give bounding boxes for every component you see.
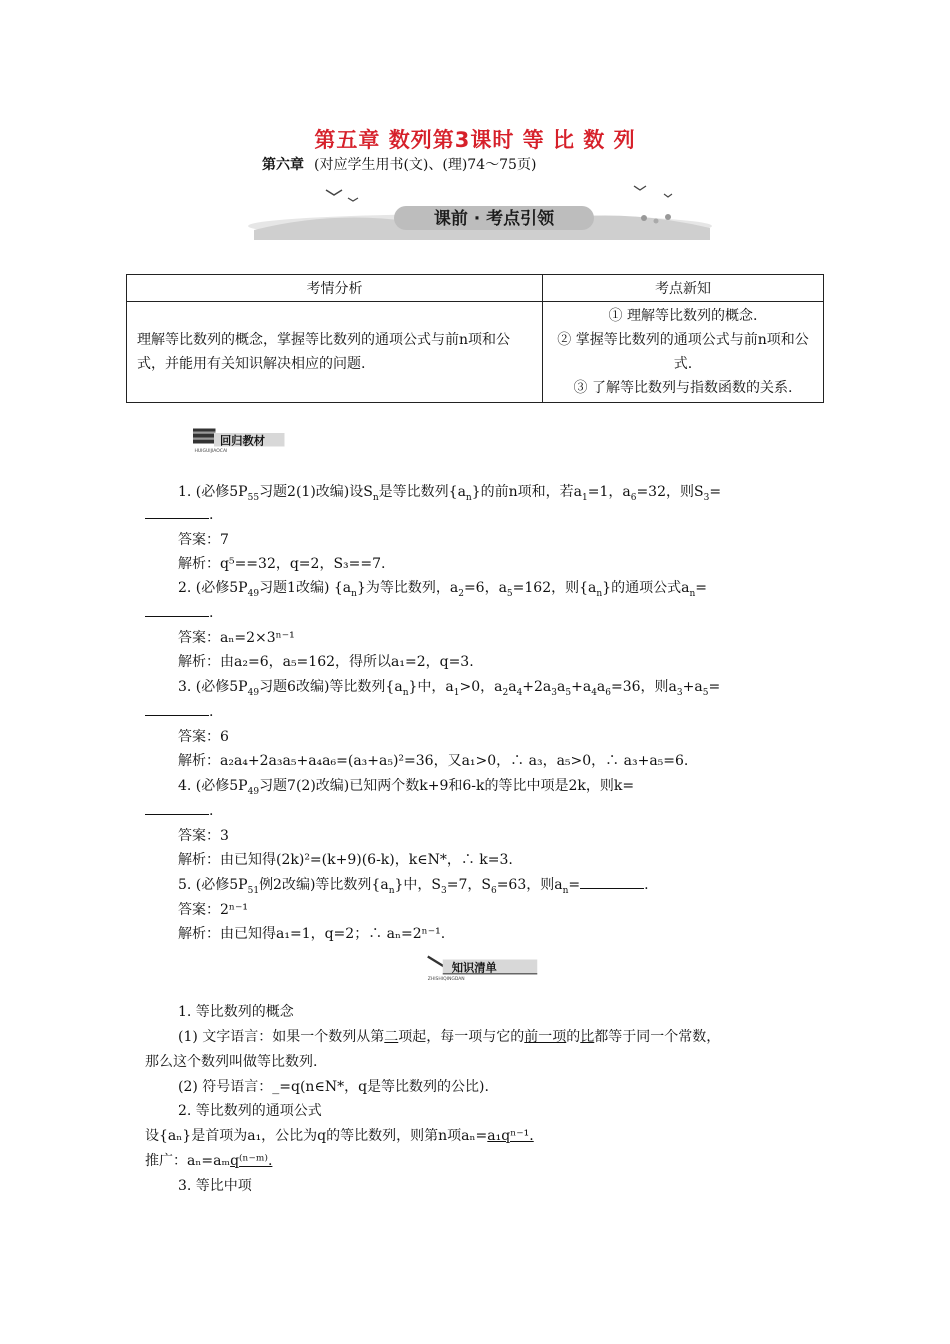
knowledge-text: 推广：aₙ=aₘq⁽ⁿ⁻ᵐ⁾.	[145, 1153, 273, 1169]
list-item: ① 理解等比数列的概念.	[608, 308, 758, 324]
problem-1: 1. (必修$5P_{55}$习题2(1)改编)设$S_n$是等比数列$\{a_n\}$的前n项和，若$a_1=1$，$a_6=32$，则$S_3=$	[178, 484, 722, 503]
analysis-4: 由已知得(2k)²=(k+9)(6-k)，k∈N*，∴ k=3.	[220, 852, 513, 868]
answer-4: 3	[220, 828, 229, 844]
svg-text:HUIGUIJIAOCAI: HUIGUIJIAOCAI	[194, 448, 228, 454]
problem-3: 3. (必修$5P_{49}$习题6改编)等比数列$\{a_n\}$中，$a_1>0$，$a_2a_4+2a_3a_5+a_4a_6=36$，则$a_3+a_5=$	[178, 679, 721, 698]
chapter-label: 第六章	[262, 157, 304, 173]
answer-blank	[145, 506, 209, 519]
list-item: ② 掌握等比数列的通项公式与前n项和公式.	[557, 332, 809, 372]
knowledge-text: 设{aₙ}是首项为a₁，公比为q的等比数列，则第n项aₙ=a₁qⁿ⁻¹.	[145, 1128, 534, 1144]
list-item: ③ 了解等比数列与指数函数的关系.	[573, 380, 793, 396]
analysis-5: 由已知得a₁=1，q=2；∴ aₙ=2ⁿ⁻¹.	[220, 926, 446, 942]
answer-blank	[145, 604, 209, 617]
answer-3: 6	[220, 729, 229, 745]
knowledge-text: 那么这个数列叫做等比数列.	[145, 1054, 318, 1070]
svg-text:知识清单: 知识清单	[451, 961, 497, 975]
knowledge-text: (1) 文字语言：如果一个数列从第二项起，每一项与它的前一项的比都等于同一个常数，	[178, 1029, 721, 1045]
answer-5: 2ⁿ⁻¹	[220, 902, 248, 918]
knowledge-heading: 1. 等比数列的概念	[178, 1004, 294, 1020]
svg-text:ZHISHIQINGDAN: ZHISHIQINGDAN	[427, 976, 465, 982]
knowledge-heading: 2. 等比数列的通项公式	[178, 1103, 322, 1119]
page-subtitle	[262, 154, 536, 174]
bird-icon	[326, 190, 342, 195]
answer-blank	[145, 703, 209, 716]
answer-2: aₙ=2×3ⁿ⁻¹	[220, 630, 295, 646]
analysis-3: a₂a₄+2a₃a₅+a₄a₆=(a₃+a₅)²=36，又a₁>0，∴ a₃，a₅>0，∴ a₃+a₅=6.	[220, 753, 689, 769]
svg-text:回归教材: 回归教材	[220, 434, 266, 448]
bird-icon	[634, 186, 646, 190]
bird-icon	[664, 194, 672, 197]
knowledge-text: (2) 符号语言：_=q(n∈N*，q是等比数列的公比).	[178, 1079, 489, 1095]
page-title: 第五章 数列第3课时 等 比 数 列	[314, 128, 636, 152]
answer-blank	[580, 876, 644, 889]
section-header-textbook	[176, 424, 300, 454]
answer-1: 7	[220, 532, 229, 548]
knowledge-heading: 3. 等比中项	[178, 1178, 252, 1194]
analysis-cell: 理解等比数列的概念，掌握等比数列的通项公式与前n项和公式，并能用有关知识解决相应的问题.	[127, 302, 543, 403]
analysis-2: 由a₂=6，a₅=162，得所以a₁=2，q=3.	[220, 654, 474, 670]
problem-5: 5. (必修$5P_{51}$例2改编)等比数列$\{a_n\}$中，$S_3=7$，$S_6=63$，则$a_n=$ .	[178, 877, 649, 896]
book-reference: (对应学生用书(文)、(理)74～75页)	[314, 157, 537, 173]
answer-blank	[145, 802, 209, 815]
table-header: 考点新知	[543, 275, 824, 302]
section-header-knowledge	[406, 952, 556, 982]
problem-4: 4. (必修$5P_{49}$习题7(2)改编)已知两个数k+9和6-k的等比中项是2k，则k=	[178, 778, 635, 797]
banner-label: 课前 · 考点引领	[433, 209, 555, 229]
problem-2: 2. (必修$5P_{49}$习题1改编) $\{a_n\}$为等比数列，$a_2=6$，$a_5=162$，则$\{a_n\}$的通项公式$a_n=$	[178, 580, 707, 599]
exam-info-table	[126, 274, 824, 403]
points-cell	[543, 302, 824, 403]
bird-icon	[348, 198, 358, 201]
books-icon	[193, 429, 216, 444]
table-header: 考情分析	[127, 275, 543, 302]
banner-graphic	[244, 180, 716, 240]
analysis-1: q⁵==32，q=2，S₃==7.	[220, 556, 386, 572]
